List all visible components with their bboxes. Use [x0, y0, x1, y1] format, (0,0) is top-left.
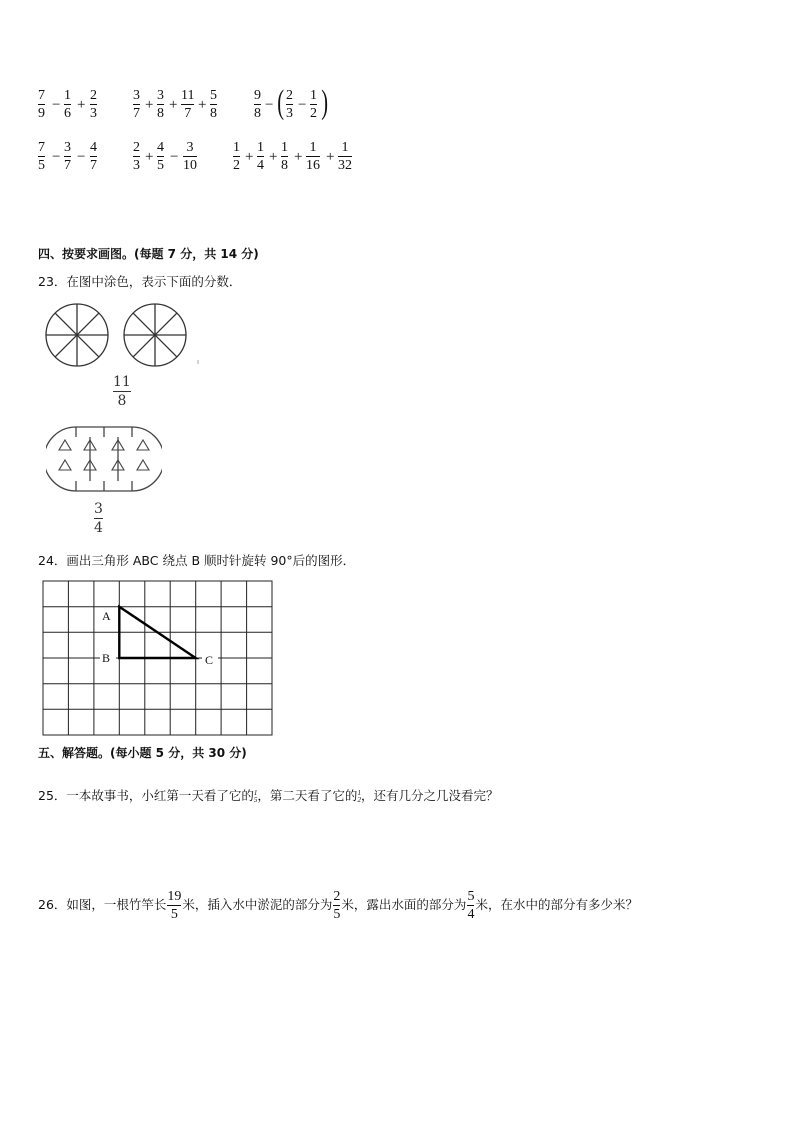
inline-fraction: $\frac{5}{4}$ — [467, 889, 475, 922]
fraction: 3 7 — [64, 140, 71, 173]
fraction: 1 2 — [233, 140, 240, 173]
operator: − — [77, 149, 86, 165]
operator: + — [269, 149, 278, 165]
operator: + — [294, 149, 303, 165]
question-25: 25．一本故事书，小红第一天看了它的 1 5 ，第二天看了它的 1 2 ，还有几分之几没看完？ — [38, 788, 499, 804]
operator: + — [169, 97, 178, 113]
question-24: 24．画出三角形 ABC 绕点 B 顺时针旋转 90°后的图形． — [38, 553, 356, 568]
fraction: 7 9 — [38, 88, 45, 121]
operator: + — [77, 97, 86, 113]
operator: − — [52, 97, 61, 113]
inline-fraction: 1 5 — [253, 788, 258, 804]
operator: + — [326, 149, 335, 165]
operator: − — [52, 149, 61, 165]
operator: − — [170, 149, 179, 165]
fraction: 11 7 — [181, 88, 195, 121]
vertex-label-b: B — [102, 651, 111, 665]
operator: + — [145, 149, 154, 165]
fraction: 5 8 — [210, 88, 217, 121]
fraction: 1 16 — [306, 140, 320, 173]
circle-eighths-left — [46, 304, 108, 366]
fraction: 2 3 — [133, 140, 140, 173]
fraction: 1 4 — [257, 140, 264, 173]
fraction: 7 5 — [38, 140, 45, 173]
fraction: 2 3 — [286, 88, 293, 121]
operator: − — [298, 97, 307, 113]
operator: + — [245, 149, 254, 165]
inline-fraction: $\frac{19}{5}$ — [167, 889, 182, 922]
circle-eighths-right — [124, 304, 186, 366]
fraction: 1 8 — [281, 140, 288, 173]
fraction-three-quarters: 3 4 — [94, 501, 103, 536]
rotation-grid-figure — [42, 580, 274, 738]
triangle-shapes — [59, 440, 149, 470]
fraction: 1 32 — [338, 140, 352, 173]
question-23: 23．在图中涂色，表示下面的分数． — [38, 274, 242, 289]
inline-fraction: $\frac{2}{5}$ — [333, 889, 341, 922]
fraction: 4 5 — [157, 140, 164, 173]
vertex-label-a: A — [102, 609, 111, 623]
fraction-eleven-eighths: 11 8 — [113, 374, 131, 409]
fraction: 3 7 — [133, 88, 140, 121]
fraction: 2 3 — [90, 88, 97, 121]
stadium-triangles-figure — [46, 424, 162, 494]
fraction: 3 8 — [157, 88, 164, 121]
section-4-heading: 四、按要求画图。(每题 7 分，共 14 分) — [38, 247, 259, 261]
fraction: 9 8 — [254, 88, 261, 121]
operator: − — [265, 97, 274, 113]
circles-eighths-figure — [42, 300, 202, 370]
operator: + — [198, 97, 207, 113]
fraction: 4 7 — [90, 140, 97, 173]
question-26: 26．如图，一根竹竿长 $\frac{19}{5}$ 米，插入水中淤泥的部分为 $\frac{2}{5}$ 米，露出水面的部分为 $\frac{5}{4}$ 米，在水中的部分有多少米？ — [38, 889, 638, 922]
right-parenthesis: ) — [321, 84, 329, 121]
fraction: 1 2 — [310, 88, 317, 121]
section-5-heading: 五、解答题。(每小题 5 分，共 30 分) — [38, 746, 247, 760]
inline-fraction: 1 2 — [357, 788, 361, 804]
left-parenthesis: ( — [277, 84, 285, 121]
operator: + — [145, 97, 154, 113]
fraction: 3 10 — [183, 140, 197, 173]
stadium-outline — [46, 427, 162, 491]
vertex-label-c: C — [205, 653, 214, 667]
fraction: 1 6 — [64, 88, 71, 121]
